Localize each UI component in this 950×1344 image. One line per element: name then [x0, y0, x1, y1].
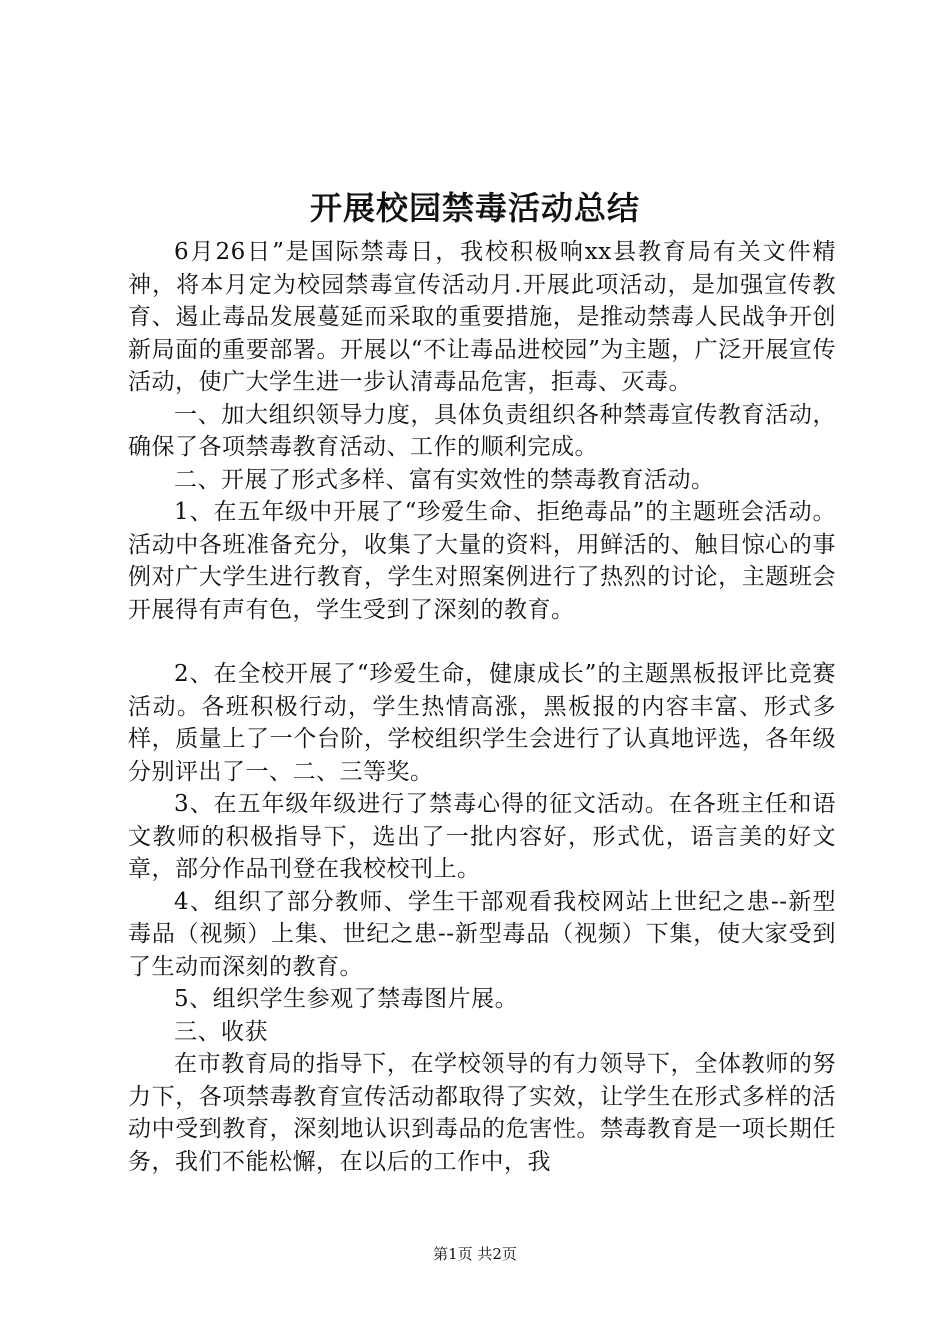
- paragraph-item-3: 3、在五年级年级进行了禁毒心得的征文活动。在各班主任和语文教师的积极指导下，选出了一批内容好，形式优，语言美的好文章，部分作品刊登在我校校刊上。: [128, 791, 836, 882]
- document-title: 开展校园禁毒活动总结: [309, 189, 640, 227]
- paragraph-item-4: 4、组织了部分教师、学生干部观看我校网站上世纪之患--新型毒品（视频）上集、世纪之患--新型毒品（视频）下集，使大家受到了生动而深刻的教育。: [128, 888, 836, 980]
- paragraph-section-3: 三、收获: [174, 1018, 268, 1045]
- page-footer: 第1页 共2页: [433, 1245, 517, 1263]
- paragraph-intro: 6月26日”是国际禁毒日，我校积极响xx县教育局有关文件精神，将本月定为校园禁毒宣传活动月.开展此项活动，是加强宣传教育、遏止毒品发展蔓延而采取的重要措施，是推动禁毒人民战争开创新局面的重要部署。开展以“不让毒品进校园”为主题，广泛开展宣传活动，使广大学生进一步认清毒品危害，拒毒、灭毒。: [128, 239, 836, 395]
- paragraph-harvest: 在市教育局的指导下，在学校领导的有力领导下，全体教师的努力下，各项禁毒教育宣传活动都取得了实效，让学生在形式多样的活动中受到教育，深刻地认识到毒品的危害性。禁毒教育是一项长期任务，我们不能松懈，在以后的工作中，我: [128, 1051, 836, 1175]
- paragraph-item-2: 2、在全校开展了“珍爱生命，健康成长”的主题黑板报评比竞赛活动。各班积极行动，学生热情高涨，黑板报的内容丰富、形式多样，质量上了一个台阶，学校组织学生会进行了认真地评选，各年级分别评出了一、二、三等奖。: [128, 661, 836, 785]
- paragraph-item-1: 1、在五年级中开展了“珍爱生命、拒绝毒品”的主题班会活动。活动中各班准备充分，收集了大量的资料，用鲜活的、触目惊心的事例对广大学生进行教育，学生对照案例进行了热烈的讨论，主题班会开展得有声有色，学生受到了深刻的教育。: [128, 499, 836, 623]
- paragraph-item-5: 5、组织学生参观了禁毒图片展。: [174, 986, 519, 1012]
- paragraph-section-2: 二、开展了形式多样、富有实效性的禁毒教育活动。: [174, 466, 715, 493]
- document-body: [128, 236, 836, 1178]
- paragraph-section-1: 一、加大组织领导力度，具体负责组织各种禁毒宣传教育活动，确保了各项禁毒教育活动、工作的顺利完成。: [128, 401, 836, 460]
